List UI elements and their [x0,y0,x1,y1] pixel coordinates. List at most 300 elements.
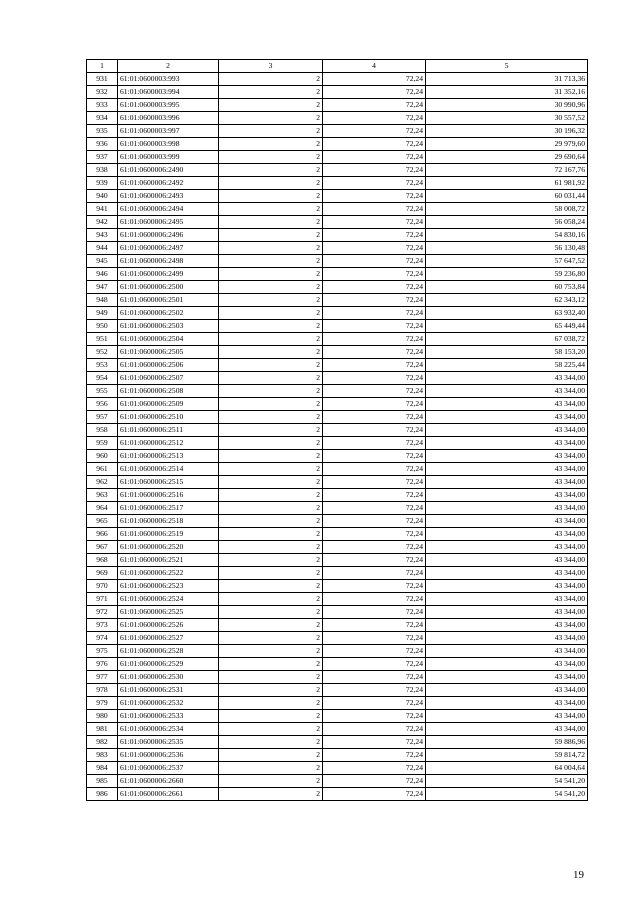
value-cell: 43 344,00 [426,580,588,593]
table-row [87,788,588,801]
column-3-cell: 2 [219,658,323,671]
area-cell: 72,24 [323,151,426,164]
row-number-cell: 944 [87,242,118,255]
cadastral-number-cell: 61:01:0600006:2523 [118,580,219,593]
column-3-cell: 2 [219,255,323,268]
column-3-cell: 2 [219,515,323,528]
cadastral-number-cell: 61:01:0600003:999 [118,151,219,164]
table-row [87,502,588,515]
table-row [87,73,588,86]
row-number-cell: 981 [87,723,118,736]
value-cell: 60 753,84 [426,281,588,294]
cadastral-number-cell: 61:01:0600006:2661 [118,788,219,801]
cadastral-number-cell: 61:01:0600006:2512 [118,437,219,450]
value-cell: 30 196,32 [426,125,588,138]
cadastral-table [86,59,588,801]
area-cell: 72,24 [323,125,426,138]
cadastral-number-cell: 61:01:0600006:2528 [118,645,219,658]
value-cell: 64 004,64 [426,762,588,775]
row-number-cell: 945 [87,255,118,268]
area-cell: 72,24 [323,554,426,567]
table-row [87,229,588,242]
cadastral-number-cell: 61:01:0600006:2533 [118,710,219,723]
row-number-cell: 955 [87,385,118,398]
value-cell: 43 344,00 [426,528,588,541]
value-cell: 57 647,52 [426,255,588,268]
table-row [87,736,588,749]
cadastral-number-cell: 61:01:0600006:2517 [118,502,219,515]
table-row [87,476,588,489]
table-row [87,580,588,593]
row-number-cell: 972 [87,606,118,619]
area-cell: 72,24 [323,749,426,762]
table-row [87,138,588,151]
cadastral-number-cell: 61:01:0600006:2499 [118,268,219,281]
row-number-cell: 933 [87,99,118,112]
area-cell: 72,24 [323,307,426,320]
table-row [87,255,588,268]
column-3-cell: 2 [219,437,323,450]
column-3-cell: 2 [219,476,323,489]
area-cell: 72,24 [323,359,426,372]
row-number-cell: 983 [87,749,118,762]
column-3-cell: 2 [219,619,323,632]
column-3-cell: 2 [219,450,323,463]
table-row [87,710,588,723]
value-cell: 30 990,96 [426,99,588,112]
row-number-cell: 975 [87,645,118,658]
row-number-cell: 941 [87,203,118,216]
value-cell: 43 344,00 [426,697,588,710]
cadastral-number-cell: 61:01:0600006:2498 [118,255,219,268]
value-cell: 43 344,00 [426,710,588,723]
row-number-cell: 963 [87,489,118,502]
row-number-cell: 982 [87,736,118,749]
cadastral-number-cell: 61:01:0600006:2532 [118,697,219,710]
area-cell: 72,24 [323,645,426,658]
row-number-cell: 964 [87,502,118,515]
area-cell: 72,24 [323,203,426,216]
area-cell: 72,24 [323,684,426,697]
area-cell: 72,24 [323,528,426,541]
row-number-cell: 961 [87,463,118,476]
row-number-cell: 932 [87,86,118,99]
row-number-cell: 956 [87,398,118,411]
area-cell: 72,24 [323,346,426,359]
value-cell: 63 932,40 [426,307,588,320]
column-3-cell: 2 [219,112,323,125]
cadastral-number-cell: 61:01:0600006:2490 [118,164,219,177]
cadastral-number-cell: 61:01:0600003:994 [118,86,219,99]
column-3-cell: 2 [219,229,323,242]
area-cell: 72,24 [323,190,426,203]
column-3-cell: 2 [219,164,323,177]
value-cell: 43 344,00 [426,450,588,463]
column-3-cell: 2 [219,502,323,515]
column-3-cell: 2 [219,762,323,775]
table-row [87,333,588,346]
row-number-cell: 948 [87,294,118,307]
table-row [87,411,588,424]
cadastral-number-cell: 61:01:0600006:2500 [118,281,219,294]
area-cell: 72,24 [323,255,426,268]
value-cell: 58 153,20 [426,346,588,359]
row-number-cell: 958 [87,424,118,437]
table-row [87,775,588,788]
value-cell: 72 167,76 [426,164,588,177]
table-row [87,359,588,372]
value-cell: 54 541,20 [426,775,588,788]
area-cell: 72,24 [323,268,426,281]
value-cell: 43 344,00 [426,476,588,489]
column-3-cell: 2 [219,216,323,229]
cadastral-number-cell: 61:01:0600006:2513 [118,450,219,463]
value-cell: 43 344,00 [426,658,588,671]
table-row [87,437,588,450]
area-cell: 72,24 [323,723,426,736]
row-number-cell: 942 [87,216,118,229]
table-header-row [87,60,588,73]
column-3-cell: 2 [219,203,323,216]
column-3-cell: 2 [219,606,323,619]
value-cell: 31 713,36 [426,73,588,86]
cadastral-number-cell: 61:01:0600006:2519 [118,528,219,541]
area-cell: 72,24 [323,710,426,723]
cadastral-number-cell: 61:01:0600006:2501 [118,294,219,307]
table-row [87,190,588,203]
table-row [87,294,588,307]
area-cell: 72,24 [323,164,426,177]
area-cell: 72,24 [323,580,426,593]
table-row [87,541,588,554]
value-cell: 31 352,16 [426,86,588,99]
column-3-cell: 2 [219,671,323,684]
cadastral-number-cell: 61:01:0600006:2509 [118,398,219,411]
area-cell: 72,24 [323,450,426,463]
row-number-cell: 970 [87,580,118,593]
cadastral-number-cell: 61:01:0600003:993 [118,73,219,86]
cadastral-number-cell: 61:01:0600006:2536 [118,749,219,762]
value-cell: 43 344,00 [426,398,588,411]
row-number-cell: 977 [87,671,118,684]
table-row [87,515,588,528]
cadastral-number-cell: 61:01:0600006:2515 [118,476,219,489]
area-cell: 72,24 [323,216,426,229]
table-row [87,151,588,164]
column-3-cell: 2 [219,268,323,281]
column-3-cell: 2 [219,333,323,346]
row-number-cell: 974 [87,632,118,645]
cadastral-number-cell: 61:01:0600006:2497 [118,242,219,255]
column-header-5: 5 [426,60,588,73]
column-3-cell: 2 [219,632,323,645]
cadastral-number-cell: 61:01:0600006:2535 [118,736,219,749]
area-cell: 72,24 [323,177,426,190]
column-3-cell: 2 [219,125,323,138]
column-3-cell: 2 [219,190,323,203]
table-row [87,398,588,411]
row-number-cell: 960 [87,450,118,463]
cadastral-number-cell: 61:01:0600006:2516 [118,489,219,502]
row-number-cell: 973 [87,619,118,632]
value-cell: 43 344,00 [426,632,588,645]
area-cell: 72,24 [323,398,426,411]
table-row [87,593,588,606]
column-3-cell: 2 [219,489,323,502]
row-number-cell: 937 [87,151,118,164]
cadastral-number-cell: 61:01:0600006:2514 [118,463,219,476]
area-cell: 72,24 [323,476,426,489]
value-cell: 54 830,16 [426,229,588,242]
value-cell: 43 344,00 [426,723,588,736]
column-header-1: 1 [87,60,118,73]
column-3-cell: 2 [219,554,323,567]
cadastral-number-cell: 61:01:0600006:2529 [118,658,219,671]
area-cell: 72,24 [323,736,426,749]
area-cell: 72,24 [323,671,426,684]
column-3-cell: 2 [219,541,323,554]
table-row [87,281,588,294]
area-cell: 72,24 [323,242,426,255]
value-cell: 43 344,00 [426,515,588,528]
cadastral-number-cell: 61:01:0600006:2660 [118,775,219,788]
column-3-cell: 2 [219,372,323,385]
row-number-cell: 943 [87,229,118,242]
row-number-cell: 935 [87,125,118,138]
area-cell: 72,24 [323,320,426,333]
area-cell: 72,24 [323,372,426,385]
area-cell: 72,24 [323,437,426,450]
row-number-cell: 976 [87,658,118,671]
page-number: 19 [573,869,584,881]
column-3-cell: 2 [219,86,323,99]
row-number-cell: 985 [87,775,118,788]
area-cell: 72,24 [323,697,426,710]
row-number-cell: 980 [87,710,118,723]
table-row [87,424,588,437]
area-cell: 72,24 [323,99,426,112]
cadastral-number-cell: 61:01:0600003:996 [118,112,219,125]
cadastral-number-cell: 61:01:0600006:2506 [118,359,219,372]
value-cell: 61 981,92 [426,177,588,190]
area-cell: 72,24 [323,567,426,580]
table-row [87,762,588,775]
row-number-cell: 954 [87,372,118,385]
value-cell: 43 344,00 [426,684,588,697]
table-row [87,645,588,658]
area-cell: 72,24 [323,294,426,307]
column-3-cell: 2 [219,294,323,307]
table-row [87,203,588,216]
table-row [87,125,588,138]
row-number-cell: 965 [87,515,118,528]
area-cell: 72,24 [323,619,426,632]
column-3-cell: 2 [219,749,323,762]
table-row [87,216,588,229]
value-cell: 62 343,12 [426,294,588,307]
row-number-cell: 971 [87,593,118,606]
table-row [87,346,588,359]
area-cell: 72,24 [323,86,426,99]
cadastral-number-cell: 61:01:0600006:2492 [118,177,219,190]
table-row [87,684,588,697]
cadastral-number-cell: 61:01:0600006:2526 [118,619,219,632]
row-number-cell: 957 [87,411,118,424]
area-cell: 72,24 [323,411,426,424]
value-cell: 59 886,96 [426,736,588,749]
table-row [87,164,588,177]
cadastral-number-cell: 61:01:0600006:2531 [118,684,219,697]
table-row [87,723,588,736]
table-row [87,268,588,281]
value-cell: 43 344,00 [426,463,588,476]
column-3-cell: 2 [219,346,323,359]
column-header-4: 4 [323,60,426,73]
cadastral-number-cell: 61:01:0600006:2494 [118,203,219,216]
cadastral-number-cell: 61:01:0600006:2493 [118,190,219,203]
value-cell: 43 344,00 [426,372,588,385]
cadastral-number-cell: 61:01:0600006:2502 [118,307,219,320]
row-number-cell: 984 [87,762,118,775]
value-cell: 43 344,00 [426,411,588,424]
value-cell: 29 690,64 [426,151,588,164]
row-number-cell: 953 [87,359,118,372]
row-number-cell: 931 [87,73,118,86]
column-3-cell: 2 [219,723,323,736]
table-row [87,554,588,567]
column-3-cell: 2 [219,320,323,333]
area-cell: 72,24 [323,541,426,554]
area-cell: 72,24 [323,489,426,502]
table-row [87,697,588,710]
column-3-cell: 2 [219,281,323,294]
column-3-cell: 2 [219,788,323,801]
row-number-cell: 946 [87,268,118,281]
area-cell: 72,24 [323,775,426,788]
value-cell: 43 344,00 [426,606,588,619]
table-row [87,177,588,190]
column-3-cell: 2 [219,242,323,255]
column-3-cell: 2 [219,593,323,606]
table-row [87,307,588,320]
column-3-cell: 2 [219,528,323,541]
value-cell: 43 344,00 [426,567,588,580]
value-cell: 43 344,00 [426,437,588,450]
column-3-cell: 2 [219,99,323,112]
area-cell: 72,24 [323,762,426,775]
row-number-cell: 940 [87,190,118,203]
row-number-cell: 951 [87,333,118,346]
table-row [87,606,588,619]
row-number-cell: 986 [87,788,118,801]
value-cell: 58 225,44 [426,359,588,372]
value-cell: 43 344,00 [426,502,588,515]
row-number-cell: 962 [87,476,118,489]
cadastral-number-cell: 61:01:0600006:2522 [118,567,219,580]
table-row [87,671,588,684]
column-3-cell: 2 [219,385,323,398]
table-row [87,567,588,580]
cadastral-number-cell: 61:01:0600006:2520 [118,541,219,554]
row-number-cell: 949 [87,307,118,320]
table-row [87,112,588,125]
cadastral-number-cell: 61:01:0600006:2505 [118,346,219,359]
area-cell: 72,24 [323,73,426,86]
column-3-cell: 2 [219,775,323,788]
cadastral-number-cell: 61:01:0600006:2496 [118,229,219,242]
cadastral-number-cell: 61:01:0600006:2495 [118,216,219,229]
table-row [87,450,588,463]
column-3-cell: 2 [219,580,323,593]
area-cell: 72,24 [323,333,426,346]
column-3-cell: 2 [219,684,323,697]
value-cell: 43 344,00 [426,489,588,502]
area-cell: 72,24 [323,593,426,606]
area-cell: 72,24 [323,281,426,294]
table-row [87,320,588,333]
column-3-cell: 2 [219,424,323,437]
table-row [87,99,588,112]
value-cell: 59 814,72 [426,749,588,762]
column-3-cell: 2 [219,645,323,658]
cadastral-number-cell: 61:01:0600006:2534 [118,723,219,736]
row-number-cell: 966 [87,528,118,541]
value-cell: 58 008,72 [426,203,588,216]
column-3-cell: 2 [219,463,323,476]
value-cell: 43 344,00 [426,554,588,567]
value-cell: 43 344,00 [426,645,588,658]
row-number-cell: 952 [87,346,118,359]
table-row [87,242,588,255]
cadastral-number-cell: 61:01:0600006:2508 [118,385,219,398]
row-number-cell: 947 [87,281,118,294]
table-row [87,86,588,99]
column-3-cell: 2 [219,710,323,723]
table-row [87,658,588,671]
column-header-3: 3 [219,60,323,73]
table-row [87,489,588,502]
area-cell: 72,24 [323,424,426,437]
column-3-cell: 2 [219,736,323,749]
table-row [87,463,588,476]
row-number-cell: 969 [87,567,118,580]
column-3-cell: 2 [219,567,323,580]
cadastral-number-cell: 61:01:0600003:997 [118,125,219,138]
column-3-cell: 2 [219,151,323,164]
value-cell: 43 344,00 [426,541,588,554]
column-3-cell: 2 [219,73,323,86]
area-cell: 72,24 [323,606,426,619]
column-3-cell: 2 [219,177,323,190]
cadastral-number-cell: 61:01:0600006:2503 [118,320,219,333]
area-cell: 72,24 [323,632,426,645]
area-cell: 72,24 [323,138,426,151]
table-row [87,372,588,385]
table-row [87,385,588,398]
table-body [87,73,588,801]
value-cell: 65 449,44 [426,320,588,333]
value-cell: 43 344,00 [426,671,588,684]
cadastral-number-cell: 61:01:0600003:998 [118,138,219,151]
column-3-cell: 2 [219,697,323,710]
cadastral-number-cell: 61:01:0600006:2507 [118,372,219,385]
cadastral-number-cell: 61:01:0600006:2518 [118,515,219,528]
column-3-cell: 2 [219,307,323,320]
row-number-cell: 936 [87,138,118,151]
cadastral-number-cell: 61:01:0600003:995 [118,99,219,112]
value-cell: 43 344,00 [426,424,588,437]
area-cell: 72,24 [323,463,426,476]
